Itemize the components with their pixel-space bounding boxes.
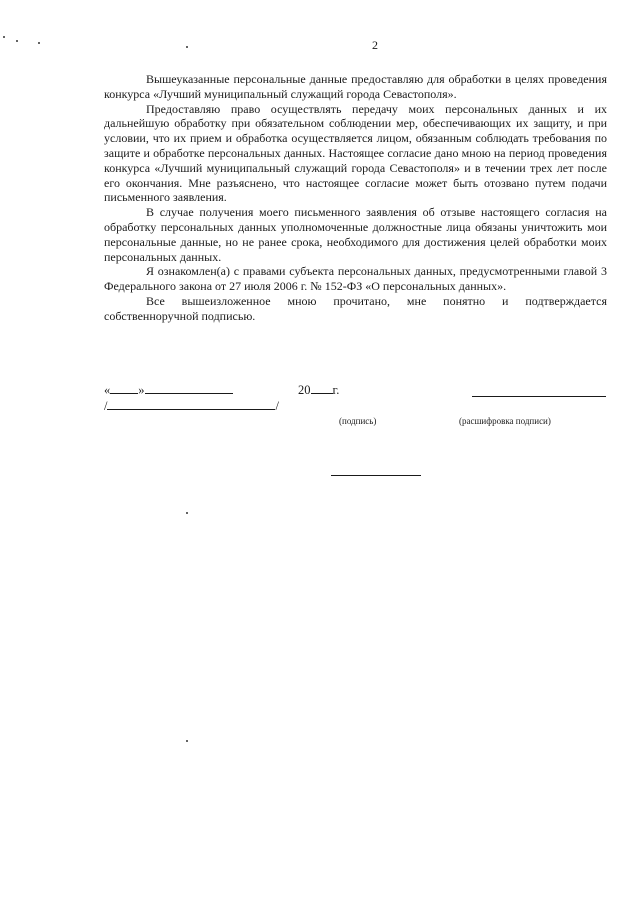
scan-speck (186, 512, 188, 514)
close-quote: » (138, 383, 145, 397)
year-prefix: 20 (298, 383, 311, 397)
paragraph-rights-acknowledgement: Я ознакомлен(а) с правами субъекта персональных данных, предусмотренными главой 3 Федерального закона от 27 июля 2006 г. № 152-ФЗ «О персональных данных». (104, 264, 607, 294)
paragraph-confirmation: Все вышеизложенное мною прочитано, мне понятно и подтверждается собственноручной подписью. (104, 293, 607, 323)
day-blank[interactable] (110, 381, 138, 394)
signature-decoding-line[interactable] (472, 396, 606, 397)
signature-field (104, 397, 279, 414)
paragraph-transfer-right: Предоставляю право осуществлять передачу моих персональных данных и их дальнейшую обработку при обязательном соблюдении мер, обеспечивающих их защиту, и при условии, что их прием и обработка осуществляется лицом, обязанным соблюдать требования по защите и обработке персональных данных. Настоящее согласие дано мною на период проведения конкурса «Лучший муниципальный служащий города Севастополя» и в течении трех лет после его окончания. Мне разъяснено, что настоящее согласие может быть отозвано путем подачи письменного заявления. (104, 101, 607, 205)
scan-speck (186, 740, 188, 742)
slash-open: / (104, 399, 108, 413)
bottom-divider (331, 475, 421, 476)
signature-blank[interactable] (107, 397, 275, 410)
page-number: 2 (372, 38, 378, 52)
date-field (104, 381, 233, 398)
paragraph-revocation: В случае получения моего письменного заявления об отзыве настоящего согласия на обработку персональных данных уполномоченные должностные лица обязаны уничтожить мои персональные данные, но не ранее срока, необходимого для достижения целей обработки моих персональных данных. (104, 205, 607, 264)
year-blank[interactable] (311, 381, 333, 394)
caption-decoding: (расшифровка подписи) (459, 416, 551, 426)
caption-signature: (подпись) (339, 416, 377, 426)
slash-close: / (275, 399, 279, 413)
month-blank[interactable] (145, 381, 233, 394)
year-suffix: г. (332, 383, 340, 397)
paragraph-purpose: Вышеуказанные персональные данные предоставляю для обработки в целях проведения конкурса «Лучший муниципальный служащий города Севастополя». (104, 72, 607, 101)
year-field (298, 381, 339, 398)
open-quote: « (104, 383, 111, 397)
consent-text (104, 72, 607, 324)
